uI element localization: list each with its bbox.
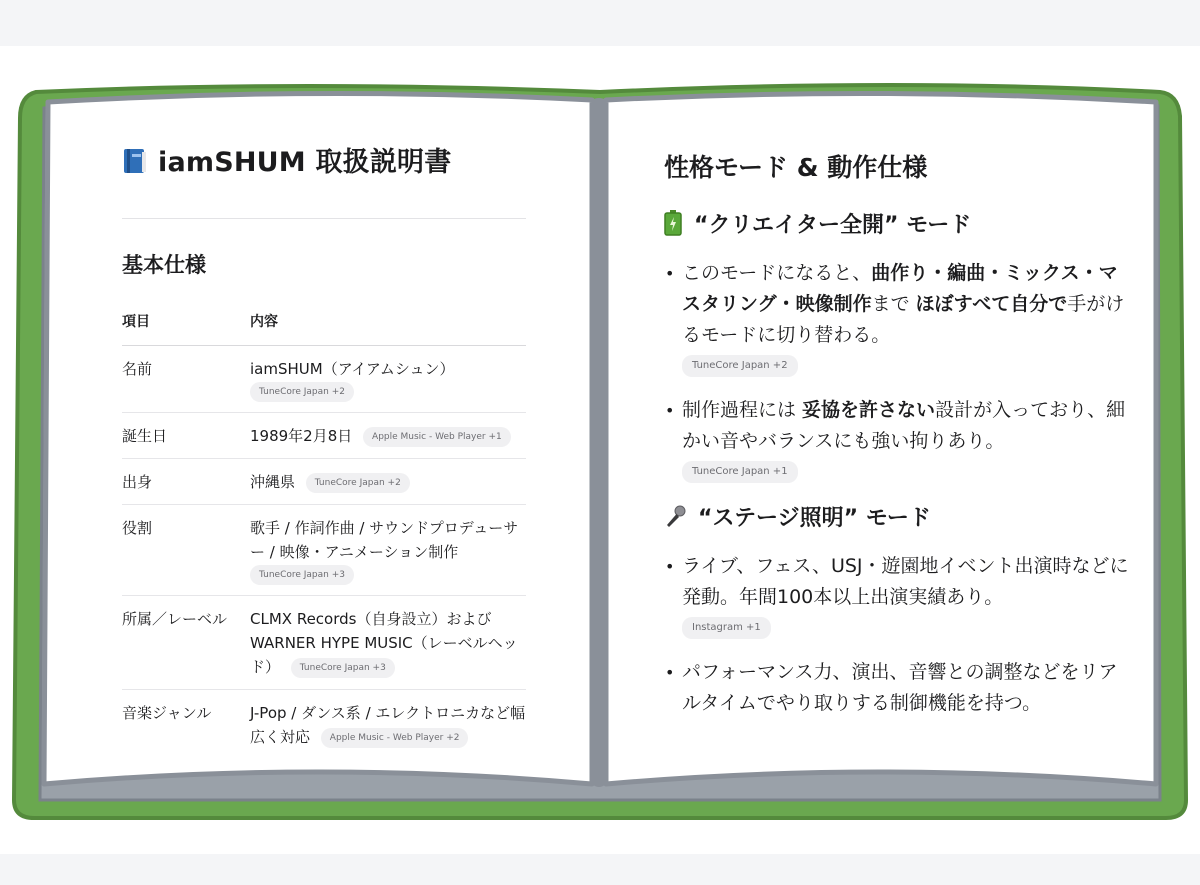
mode-bullets [664,551,1134,719]
row-key: 所属／レーベル [122,596,250,690]
row-value: J-Pop / ダンス系 / エレクトロニカなど幅広く対応 [250,704,526,746]
table-row [122,505,526,596]
list-item [682,258,1134,377]
battery-icon [664,210,682,242]
left-page [122,130,526,750]
row-key: 出身 [122,459,250,505]
column-header-item: 項目 [122,299,250,346]
bullet-text: まで [871,293,916,315]
book-spine [592,98,606,787]
row-value-cell [250,690,526,760]
source-chip[interactable]: Apple Music - Web Player +1 [363,427,511,447]
source-chip[interactable]: TuneCore Japan +2 [250,382,354,402]
source-chip[interactable]: TuneCore Japan +3 [250,565,354,585]
row-value-cell [250,459,526,505]
row-value: CLMX Records（自身設立）および WARNER HYPE MUSIC（レーベルヘッド） [250,610,518,676]
bullet-text: 設計が入っており、細かい音やバランスにも強い拘りあり。 [682,399,1126,452]
list-item [682,657,1134,719]
source-chip[interactable]: Apple Music - Web Player +2 [321,728,469,748]
list-item [682,395,1134,483]
microphone-icon [664,505,686,535]
bullet-text: 手がけるモードに切り替わる。 [682,293,1125,346]
spec-table [122,299,526,759]
row-value: 1989年2月8日 [250,427,353,445]
table-row [122,413,526,459]
source-chip[interactable]: Instagram +1 [682,617,771,639]
column-header-content: 内容 [250,299,526,346]
mode-heading-stage [664,501,1134,535]
row-value-cell [250,413,526,459]
blue-book-icon [122,147,148,182]
row-value-cell [250,505,526,596]
divider [122,218,526,219]
table-header-row [122,299,526,346]
row-key: 役割 [122,505,250,596]
table-row [122,596,526,690]
bullet-text-bold: ほぼすべて自分で [915,293,1068,315]
row-key: 名前 [122,346,250,413]
row-value: iamSHUM（アイアムシュン） [250,360,455,378]
row-key: 誕生日 [122,413,250,459]
page-title [122,140,526,182]
source-chip[interactable]: TuneCore Japan +2 [682,355,798,377]
table-row [122,459,526,505]
row-value-cell [250,596,526,690]
title-text: iamSHUM 取扱説明書 [158,147,452,178]
bullet-text-bold: 曲作り・編曲・ミックス・マスタリング・映像制作 [682,262,1118,315]
section-heading: 基本仕様 [122,253,206,277]
bullet-text: 制作過程には [682,399,803,421]
source-chip[interactable]: TuneCore Japan +2 [306,473,410,493]
section-title: 性格モード & 動作仕様 [664,153,928,182]
mode-bullets [664,258,1134,483]
row-value: 沖縄県 [250,473,296,491]
mode-heading-text: “クリエイター全開” モード [694,213,972,238]
row-value: 歌手 / 作詞作曲 / サウンドプロデューサー / 映像・アニメーション制作 [250,519,519,561]
source-chip[interactable]: TuneCore Japan +1 [682,461,798,483]
bullet-text: このモードになると、 [682,262,872,284]
bullet-text: ライブ、フェス、USJ・遊園地イベント出演時などに発動。年間100本以上出演実績あり。 [682,555,1129,608]
row-key: 音楽ジャンル [122,704,212,722]
right-page [664,130,1134,750]
source-chip[interactable]: TuneCore Japan +3 [291,658,395,678]
mode-heading-text: “ステージ照明” モード [698,506,931,531]
bullet-text-bold: 妥協を許さない [802,399,936,421]
bullet-text: パフォーマンス力、演出、音響との調整などをリアルタイムでやり取りする制御機能を持つ。 [682,661,1118,714]
table-row [122,346,526,413]
mode-heading-creator [664,208,1134,242]
table-row [122,690,526,760]
list-item [682,551,1134,639]
row-value-cell [250,346,526,413]
